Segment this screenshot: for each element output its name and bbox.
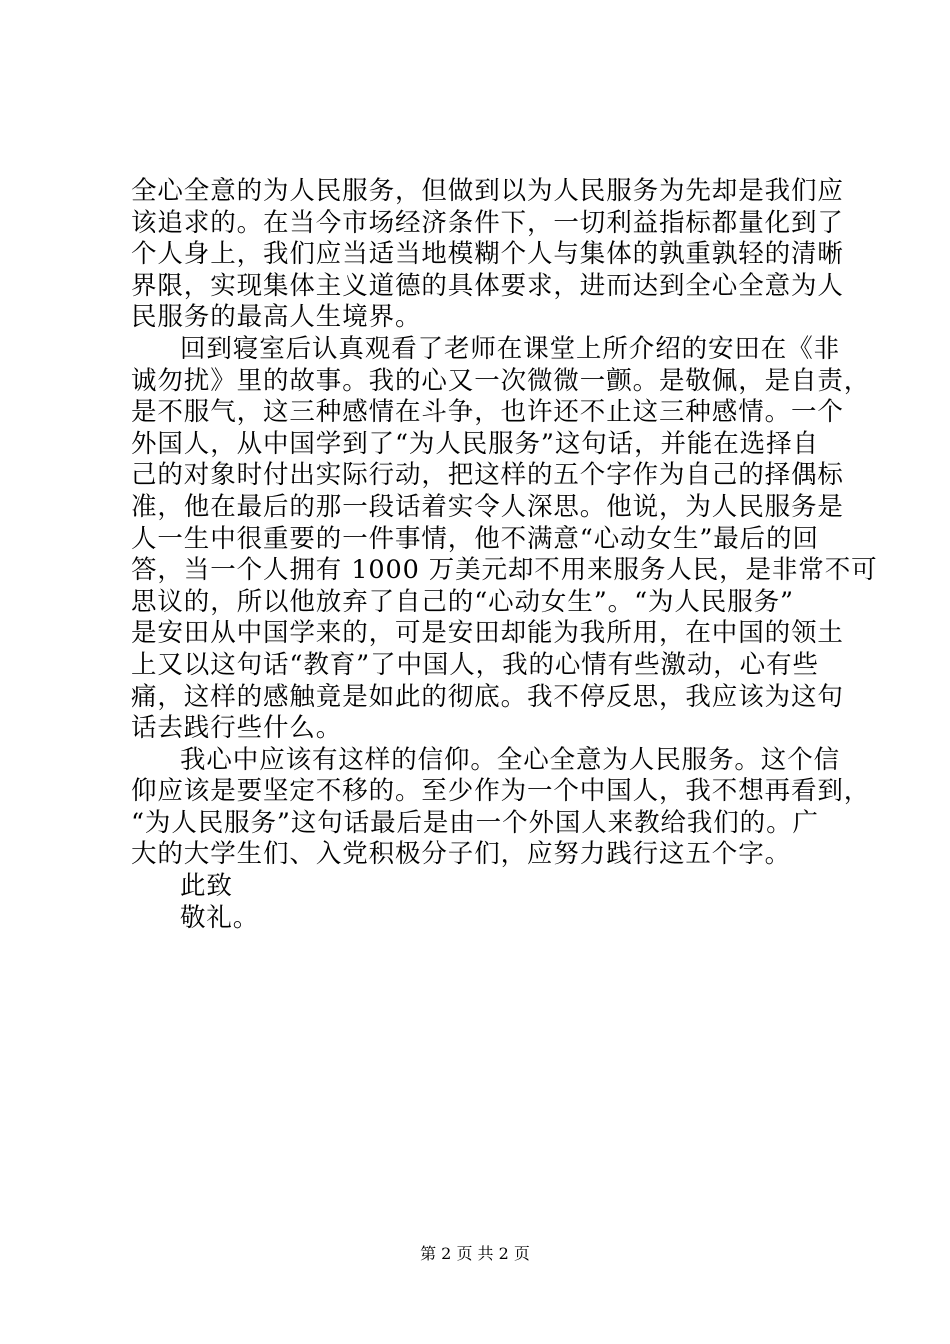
letter-body [131,176,878,934]
text-line: 回到寝室后认真观看了老师在课堂上所介绍的安田在《非 [180,333,841,364]
text-line: 外国人，从中国学到了“为人民服务”这句话，并能在选择自 [131,428,819,459]
text-line: 是安田从中国学来的，可是安田却能为我所用，在中国的领土 [131,618,844,649]
text-line: 仰应该是要坚定不移的。至少作为一个中国人，我不想再看到， [131,776,871,807]
text-line: 己的对象时付出实际行动，把这样的五个字作为自己的择偶标 [131,460,844,491]
text-line: 诚勿扰》里的故事。我的心又一次微微一颤。是敬佩，是自责， [131,365,871,396]
text-line: 是不服气，这三种感情在斗争，也许还不止这三种感情。一个 [131,397,844,428]
paragraph-2 [131,333,878,745]
text-line: 个人身上，我们应当适当地模糊个人与集体的孰重孰轻的清晰 [131,239,844,270]
text-line: “为人民服务”这句话最后是由一个外国人来教给我们的。广 [131,807,819,838]
paragraph-3 [131,744,871,871]
text-line: 该追求的。在当今市场经济条件下，一切利益指标都量化到了 [131,207,844,238]
text-line: 准，他在最后的那一段话着实令人深思。他说，为人民服务是 [131,491,844,522]
text-line: 人一生中很重要的一件事情，他不满意“心动女生”最后的回 [131,523,819,554]
text-line: 思议的，所以他放弃了自己的“心动女生”。“为人民服务” [131,586,794,617]
page-number-footer: 第 2 页 共 2 页 [420,1244,530,1263]
closing-regards: 敬礼。 [180,902,260,933]
text-line: 答，当一个人拥有 1000 万美元却不用来服务人民，是非常不可 [131,555,878,586]
text-line: 界限，实现集体主义道德的具体要求，进而达到全心全意为人 [131,270,844,301]
text-line: 民服务的最高人生境界。 [131,302,422,333]
text-line: 上又以这句话“教育”了中国人，我的心情有些激动，心有些 [131,649,819,680]
text-line: 全心全意的为人民服务，但做到以为人民服务为先却是我们应 [131,176,844,206]
text-line: 大的大学生们、入党积极分子们，应努力践行这五个字。 [131,839,792,870]
text-line: 痛，这样的感触竟是如此的彻底。我不停反思，我应该为这句 [131,681,844,712]
text-line: 我心中应该有这样的信仰。全心全意为人民服务。这个信 [180,744,841,775]
text-line: 话去践行些什么。 [131,713,343,744]
closing-salutation: 此致 [180,871,233,902]
paragraph-1 [131,176,844,334]
